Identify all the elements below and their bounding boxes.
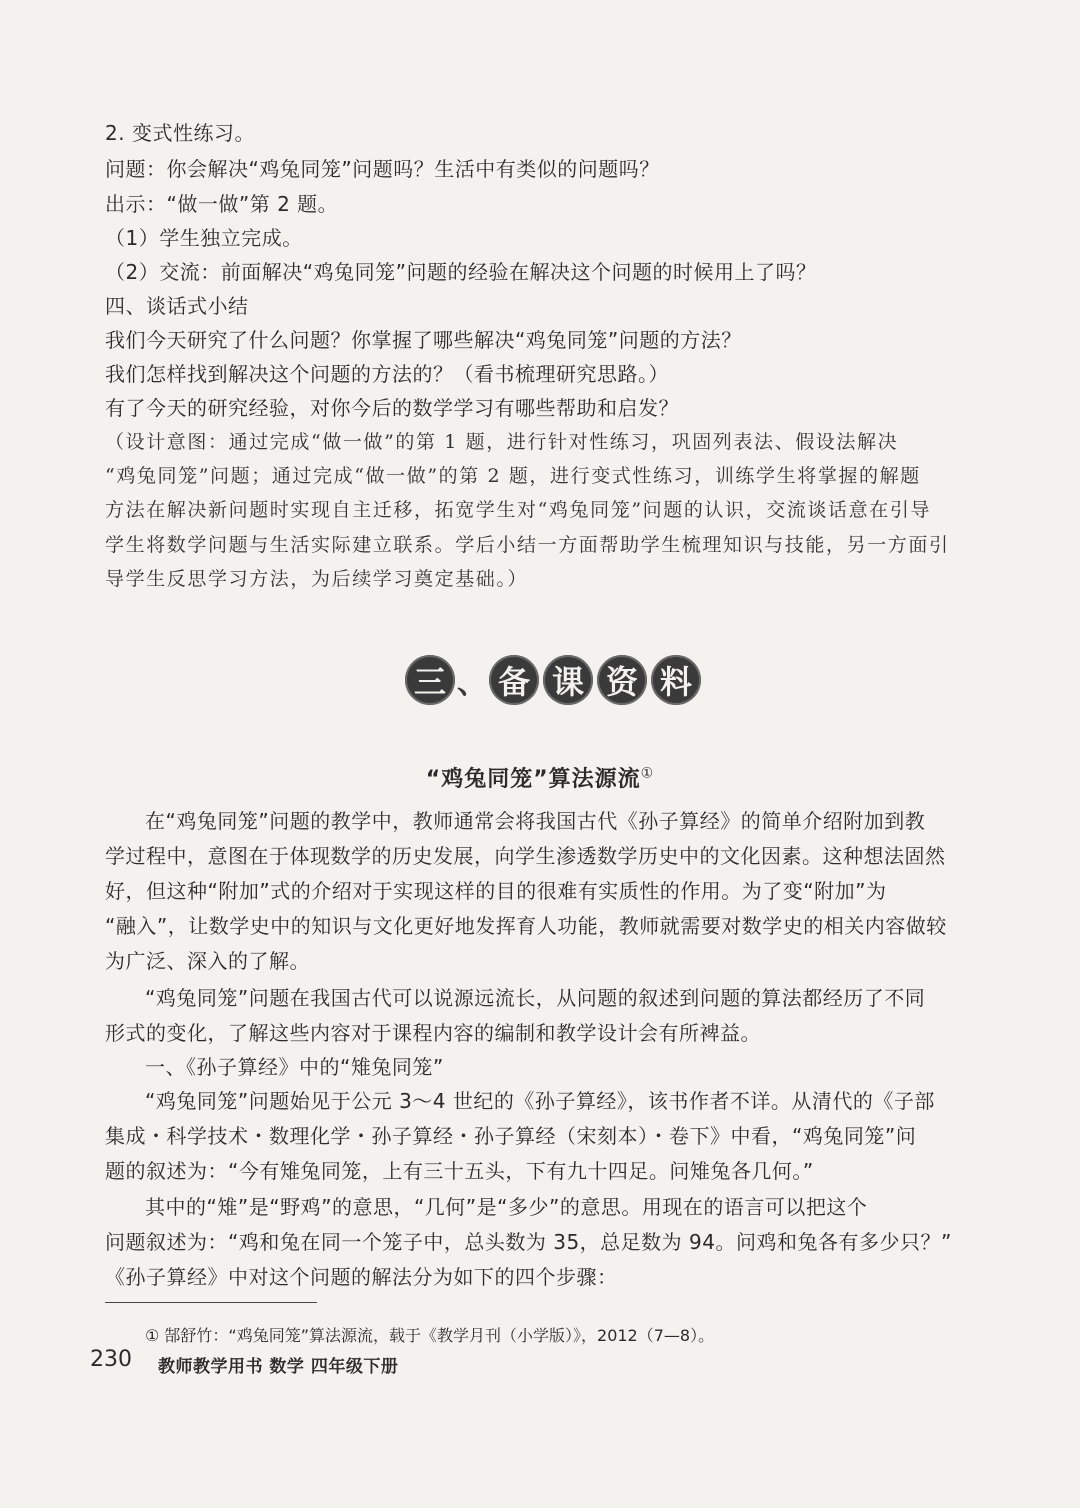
note-line: （设计意图：通过完成“做一做”的第 1 题，进行针对性练习，巩固列表法、假设法解决 xyxy=(105,431,899,453)
note-line: 方法在解决新问题时实现自主迁移，拓宽学生对“鸡兔同笼”问题的认识，交流谈话意在引导 xyxy=(105,499,932,521)
paragraph-line: 问题：你会解决“鸡兔同笼”问题吗？生活中有类似的问题吗？ xyxy=(105,157,660,181)
paragraph-line: （2）交流：前面解决“鸡兔同笼”问题的经验在解决这个问题的时候用上了吗？ xyxy=(105,260,817,284)
paragraph-line: 学过程中，意图在于体现数学的历史发展，向学生渗透数学历史中的文化因素。这种想法固然 xyxy=(105,844,946,868)
note-line: 导学生反思学习方法，为后续学习奠定基础。） xyxy=(105,568,529,590)
paragraph-line: 其中的“雉”是“野鸡”的意思，“几何”是“多少”的意思。用现在的语言可以把这个 xyxy=(145,1195,868,1219)
note-line: 学生将数学问题与生活实际建立联系。学后小结一方面帮助学生梳理知识与技能，另一方面引 xyxy=(105,534,950,556)
footnote-mark: ① xyxy=(640,765,655,782)
banner-char: 三 xyxy=(405,655,455,705)
paragraph-line: 我们今天研究了什么问题？你掌握了哪些解决“鸡兔同笼”问题的方法？ xyxy=(105,328,742,352)
paragraph-line: 好，但这种“附加”式的介绍对于实现这样的目的很难有实质性的作用。为了变“附加”为 xyxy=(105,879,887,903)
note-line: “鸡兔同笼”问题；通过完成“做一做”的第 2 题，进行变式性练习，训练学生将掌握的解题 xyxy=(105,465,921,487)
paragraph-line: 我们怎样找到解决这个问题的方法的？（看书梳理研究思路。） xyxy=(105,362,669,386)
paragraph-line: “鸡兔同笼”问题在我国古代可以说源远流长，从问题的叙述到问题的算法都经历了不同 xyxy=(145,986,926,1010)
paragraph-line: 2. 变式性练习。 xyxy=(105,121,255,145)
footnote-divider xyxy=(105,1302,317,1303)
subheading: 一、《孙子算经》中的“雉兔同笼” xyxy=(145,1055,444,1079)
paragraph-line: 问题叙述为：“鸡和兔在同一个笼子中，总头数为 35，总足数为 94。问鸡和兔各有多少只？” xyxy=(105,1230,952,1254)
paragraph-line: 集成・科学技术・数理化学・孙子算经・孙子算经（宋刻本）・卷下》中看，“鸡兔同笼”问 xyxy=(105,1124,917,1148)
paragraph-line: “融入”，让数学史中的知识与文化更好地发挥育人功能，教师就需要对数学史的相关内容做较 xyxy=(105,914,947,938)
paragraph-line: 形式的变化，了解这些内容对于课程内容的编制和教学设计会有所裨益。 xyxy=(105,1021,761,1045)
page-number: 230 xyxy=(90,1347,132,1372)
paragraph-line: “鸡兔同笼”问题始见于公元 3～4 世纪的《孙子算经》，该书作者不详。从清代的《子部 xyxy=(145,1089,935,1113)
banner-char: 课 xyxy=(543,655,593,705)
banner-char: 料 xyxy=(651,655,701,705)
section-title xyxy=(0,762,1080,793)
paragraph-line: 《孙子算经》中对这个问题的解法分为如下的四个步骤： xyxy=(105,1265,618,1289)
footnote: ① 郜舒竹：“鸡兔同笼”算法源流，载于《教学月刊（小学版）》，2012（7—8）。 xyxy=(145,1326,715,1345)
banner-separator: 、 xyxy=(457,666,487,701)
banner-char: 资 xyxy=(597,655,647,705)
paragraph-line: 在“鸡兔同笼”问题的教学中，教师通常会将我国古代《孙子算经》的简单介绍附加到教 xyxy=(145,809,926,833)
subheading: 四、谈话式小结 xyxy=(105,294,249,318)
paragraph-line: （1）学生独立完成。 xyxy=(105,226,303,250)
paragraph-line: 出示：“做一做”第 2 题。 xyxy=(105,192,339,216)
book-title: 教师教学用书 数学 四年级下册 xyxy=(158,1357,399,1377)
paragraph-line: 题的叙述为：“今有雉兔同笼，上有三十五头，下有九十四足。问雉兔各几何。” xyxy=(105,1159,814,1183)
banner-char: 备 xyxy=(489,655,539,705)
section-title-text: “鸡兔同笼”算法源流 xyxy=(425,767,641,792)
paragraph-line: 有了今天的研究经验，对你今后的数学学习有哪些帮助和启发？ xyxy=(105,396,679,420)
section-banner xyxy=(405,652,701,708)
paragraph-line: 为广泛、深入的了解。 xyxy=(105,949,310,973)
